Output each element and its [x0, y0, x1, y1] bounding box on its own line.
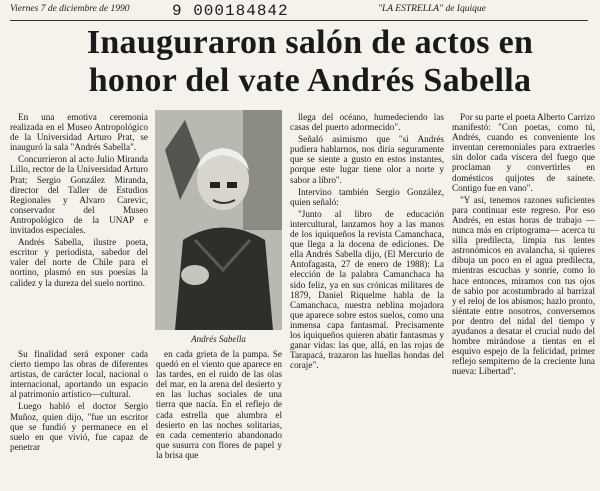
- issue-date: Viernes 7 de diciembre de 1990: [10, 4, 130, 14]
- newspaper-source: "LA ESTRELLA" de Iquique: [378, 4, 486, 14]
- paragraph: Su finalidad será exponer cada cierto tiempo las obras de diferentes artistas, de carácter local, nacional o internacional, aportando un espacio al patrimonio artístico—cultural.: [10, 349, 148, 400]
- article-headline: Inauguraron salón de actos en honor del vate Andrés Sabella: [86, 24, 534, 99]
- portrait-illustration: [155, 110, 282, 330]
- header-rule: [10, 20, 588, 21]
- article-column-4: [452, 112, 595, 378]
- archive-stamp: 9 000184842: [172, 2, 289, 20]
- paragraph: Andrés Sabella, ilustre poeta, escritor y periodista, sabedor del valer del norte de Chile para el nortino, plasmó en sus poesías la calidez y la dureza del suelo nortino.: [10, 237, 148, 288]
- paragraph: Intervino también Sergio González, quien señaló:: [290, 186, 444, 207]
- paragraph: "Junto al libro de educación intercultural, lanzamos hoy a las manos de los iquiqueños la revista Camanchaca, que llega a la docena de ediciones. De ella Andrés Sabella dijo, (El Mercurio de Antofagasta, 27 de enero de 1988): La elección de la palabra Camanchaca ha sido feliz, ya en sus crónicas militares de 1879, Daniel Riquelme habla de la Camanchaca, nuestra neblina mojadora que aparece sobre estos suelos, como una inmensa capa fantasmal. Precisamente los iquiqueños quieren abatir fantasmas y ganar vidas: las que, allá, en las rojas de Tarapacá, trazaron las huellas hondas del coraje".: [290, 208, 444, 371]
- photo-caption: Andrés Sabella: [191, 334, 246, 344]
- paragraph: Señaló asimismo que "si Andrés pudiera hablarnos, nos diría seguramente que se siente a gusto en estos instantes, porque este lugar tiene olor a norte y sabor a libro".: [290, 134, 444, 185]
- paragraph: llega del océano, humedeciendo las casas del puerto adormecido".: [290, 112, 444, 133]
- paragraph: "Y así, tenemos razones suficientes para continuar este regreso. Por eso Andrés, en estas horas de trabajo —nunca más en criptograma— acerca tu silla predilecta, limpia tus lentes astronómicos en avalancha, si quieres dibuja un poco en el agua predilecta, mientras escuchas y sonríe, como lo hace entonces, miramos con tus ojos de sabio por acostumbrado al barrizal y el reloj de los abismos; hazlo pronto, siéntate entre nosotros, conversemos por dentro del nidal del tiempo y ayudanos a desatar el crucial nudo del hombre mirándose a tientas en el esquivo espejo de la felicidad, primer reflejo sempiterno de la creciente luna nueva: Libertad".: [452, 194, 595, 377]
- paragraph: En una emotiva ceremonia realizada en el Museo Antropológico de la Universidad Arturo Prat, se inauguró la sala "Andrés Sabella".: [10, 112, 148, 153]
- paragraph: Por su parte el poeta Alberto Carrizo manifestó: "Con poetas, como tú, Andrés, cuando es conveniente los inventan ceremoniales para extraerles sin dolor cada víscera del fuego que proclaman y convertirles en domésticos quijotes de sainete. Contigo fue en vano".: [452, 112, 595, 193]
- paragraph: Concurrieron al acto Julio Miranda Lillo, rector de la Universidad Arturo Prat; Sergio González Miranda, director del Taller de Estudios Regionales y Alvaro Carevic, conservador del Museo Antropológico de la UNAP e invitados especiales.: [10, 154, 148, 236]
- article-column-3: [290, 112, 444, 372]
- paragraph: Luego habló el doctor Sergio Muñoz, quien dijo, "fue un escritor que se fundió y permanece en el suelo en que vivió, fue capaz de penetrar: [10, 401, 148, 452]
- article-column-1-lower: [10, 349, 148, 454]
- portrait-photo: [155, 110, 282, 330]
- paragraph: en cada grieta de la pampa. Se quedó en el viento que aparece en las tardes, en el ruido de las olas del mar, en la arena del desierto y en las luchas sociales de una tierra que nacía. En el reflejo de cada estrella que alumbra el desierto en las noches solitarias, en cada cementerio abandonado que susurra con flores de papel y la brisa que: [156, 349, 282, 460]
- article-column-2: [156, 349, 282, 462]
- article-column-1: [10, 112, 148, 290]
